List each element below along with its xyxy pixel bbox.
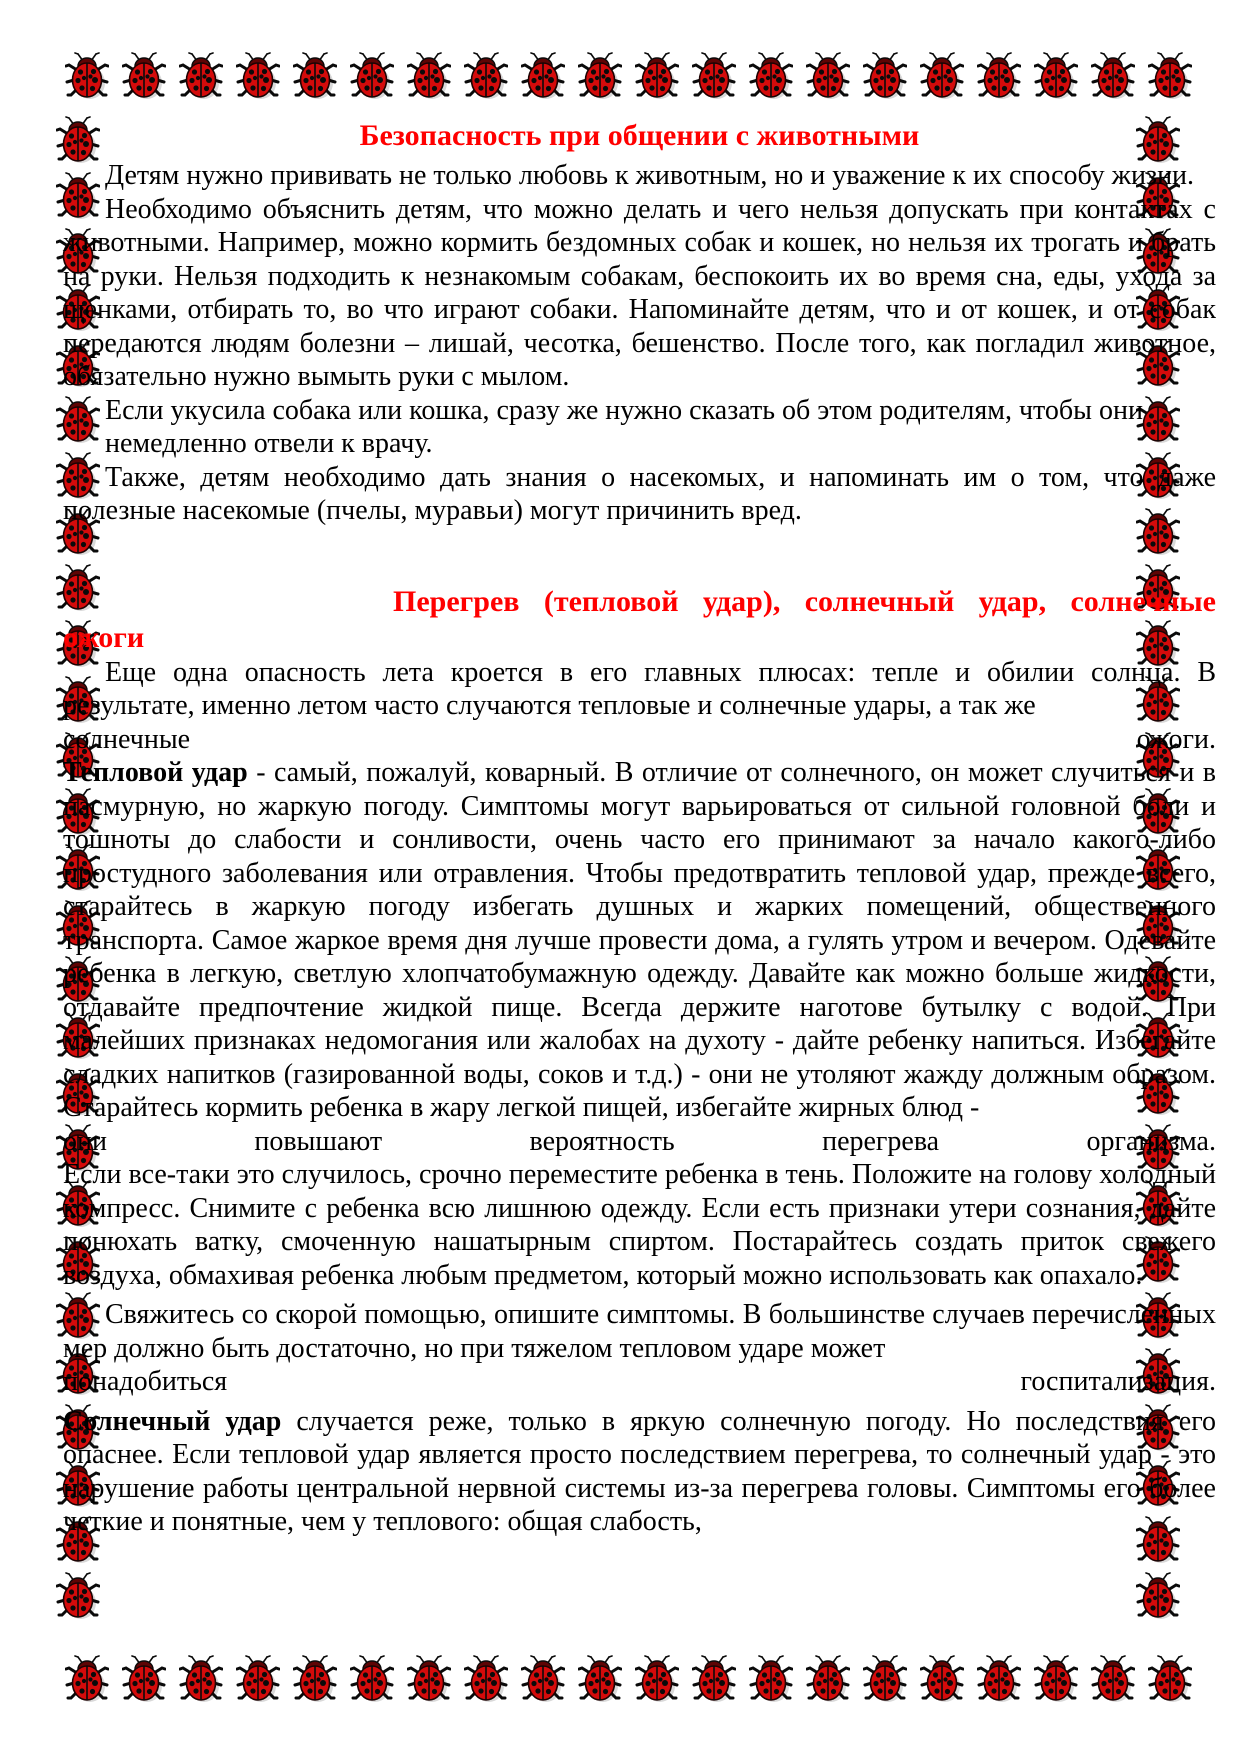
paragraph-sunstroke bbox=[63, 1405, 1216, 1539]
term-sunstroke: Солнечный удар bbox=[63, 1405, 282, 1437]
ladybug-icon bbox=[571, 1655, 628, 1703]
paragraph-ambulance: Свяжитесь со скорой помощью, опишите симптомы. В большинстве случаев перечисленных мер должно быть достаточно, но при тяжелом тепловом ударе может bbox=[63, 1299, 1216, 1364]
ladybug-icon bbox=[514, 52, 571, 100]
ladybug-icon bbox=[628, 52, 685, 100]
ladybug-icon bbox=[286, 52, 343, 100]
ladybug-icon bbox=[172, 1655, 229, 1703]
ladybug-icon bbox=[514, 1655, 571, 1703]
ladybug-icon bbox=[115, 52, 172, 100]
heading-animal-safety: Безопасность при общении с животными bbox=[359, 119, 920, 152]
ladybug-icon bbox=[628, 1655, 685, 1703]
ladybug-icon bbox=[970, 1655, 1027, 1703]
ladybug-icon bbox=[856, 1655, 913, 1703]
ladybug-icon bbox=[400, 1655, 457, 1703]
ladybug-icon bbox=[457, 52, 514, 100]
ladybug-icon bbox=[1084, 52, 1141, 100]
ladybug-icon bbox=[457, 1655, 514, 1703]
paragraph-heatstroke-spreadline: они повышают вероятность перегрева организма. bbox=[63, 1125, 1216, 1157]
border-bottom bbox=[58, 1655, 1198, 1703]
ladybug-icon bbox=[115, 1655, 172, 1703]
ladybug-icon bbox=[1027, 1655, 1084, 1703]
ladybug-icon bbox=[685, 52, 742, 100]
heading-heatstroke-line1: Перегрев (тепловой удар), солнечный удар, солнечные bbox=[393, 584, 1216, 618]
ladybug-icon bbox=[1084, 1655, 1141, 1703]
ladybug-icon bbox=[1141, 52, 1198, 100]
ladybug-icon bbox=[343, 52, 400, 100]
ladybug-icon bbox=[343, 1655, 400, 1703]
heading-heatstroke-line2: ожоги bbox=[63, 620, 145, 654]
ladybug-icon bbox=[685, 1655, 742, 1703]
ladybug-icon bbox=[1141, 1655, 1198, 1703]
ladybug-icon bbox=[229, 52, 286, 100]
ladybug-icon bbox=[799, 1655, 856, 1703]
ladybug-icon bbox=[913, 1655, 970, 1703]
paragraph-dog-bite: Если укусила собака или кошка, сразу же нужно сказать об этом родителям, чтобы они немедленно отвели к врачу. bbox=[105, 394, 1143, 459]
paragraph-ambulance-lastline: понадобиться госпитализация. bbox=[63, 1366, 1216, 1397]
paragraph-sunstroke-text: случается реже, только в яркую солнечную погоду. Но последствия его опаснее. Если тепловой удар является просто последствием перегрева, то солнечный удар - это нарушение работы центральной нервной системы из-за перегрева головы. Симптомы его более четкие и понятные, чем у теплового: общая слабость, bbox=[63, 1405, 1216, 1537]
document-content bbox=[63, 118, 1216, 1539]
ladybug-icon bbox=[970, 52, 1027, 100]
ladybug-icon bbox=[172, 52, 229, 100]
ladybug-icon bbox=[742, 1655, 799, 1703]
ladybug-icon bbox=[856, 52, 913, 100]
ladybug-icon bbox=[913, 52, 970, 100]
ladybug-icon bbox=[1136, 1568, 1180, 1624]
ladybug-icon bbox=[58, 52, 115, 100]
paragraph-insects: Также, детям необходимо дать знания о насекомых, и напоминать им о том, что даже полезные насекомые (пчелы, муравьи) могут причинить вред. bbox=[63, 461, 1216, 526]
ladybug-icon bbox=[58, 1655, 115, 1703]
ladybug-icon bbox=[1027, 52, 1084, 100]
paragraph-heatstroke-text: - самый, пожалуй, коварный. В отличие от солнечного, он может случиться и в пасмурную, но жаркую погоду. Симптомы могут варьироваться от сильной головной боли и тошноты до слабости и сонливости, очень часто его принимают за начало какого-либо простудного заболевания или отравления. Чтобы предотвратить тепловой удар, прежде всего, старайтесь в жаркую погоду избегать душных и жарких помещений, общественного транспорта. Самое жаркое время дня лучше провести дома, а гулять утром и вечером. Одевайте ребенка в легкую, светлую хлопчатобумажную одежду. Давайте как можно больше жидкости, отдавайте предпочтение жидкой пище. Всегда держите наготове бутылку с водой. При малейших признаках недомогания или жалобах на духоту - дайте ребенку напиться. Избегайте сладких напитков (газированной воды, соков и т.д.) - они не утоляют жажду должным образом. Старайтесь кормить ребенка в жару легкой пищей, избегайте жирных блюд - bbox=[63, 757, 1217, 1123]
paragraph-explain-rules: Необходимо объяснить детям, что можно делать и чего нельзя допускать при контактах с животными. Например, можно кормить бездомных собак и кошек, но нельзя их трогать и брать на руки. Нельзя подходить к незнакомым собакам, беспокоить их во время сна, еды, ухода за щенками, отбирать то, во что играют собаки. Напоминайте детям, что и от кошек, и от собак передаются людям болезни – лишай, чесотка, бешенство. После того, как погладил животное, обязательно нужно вымыть руки с мылом. bbox=[63, 193, 1216, 392]
ladybug-icon bbox=[56, 1568, 100, 1624]
ladybug-icon bbox=[400, 52, 457, 100]
paragraph-heatstroke bbox=[63, 756, 1216, 1125]
ladybug-icon bbox=[229, 1655, 286, 1703]
paragraph-summer-danger: Еще одна опасность лета кроется в его главных плюсах: тепле и обилии солнца. В результате, именно летом часто случаются тепловые и солнечные удары, а так же bbox=[63, 656, 1216, 721]
ladybug-icon bbox=[799, 52, 856, 100]
ladybug-icon bbox=[286, 1655, 343, 1703]
ladybug-icon bbox=[571, 52, 628, 100]
paragraph-teach-love: Детям нужно прививать не только любовь к животным, но и уважение к их способу жизни. bbox=[105, 160, 1195, 191]
ladybug-icon bbox=[742, 52, 799, 100]
border-top bbox=[58, 52, 1198, 100]
paragraph-heatstroke-firstaid: Если все-таки это случилось, срочно переместите ребенка в тень. Положите на голову холодный компресс. Снимите с ребенка всю лишнюю одежду. Если есть признаки утери сознания, дайте понюхать ватку, смоченную нашатырным спиртом. Постарайтесь создать приток свежего воздуха, обмахивая ребенка любым предметом, который можно использовать как опахало. bbox=[63, 1159, 1216, 1291]
term-heatstroke: Тепловой удар bbox=[63, 757, 248, 788]
paragraph-summer-danger-lastline: солнечные ожоги. bbox=[63, 723, 1216, 755]
